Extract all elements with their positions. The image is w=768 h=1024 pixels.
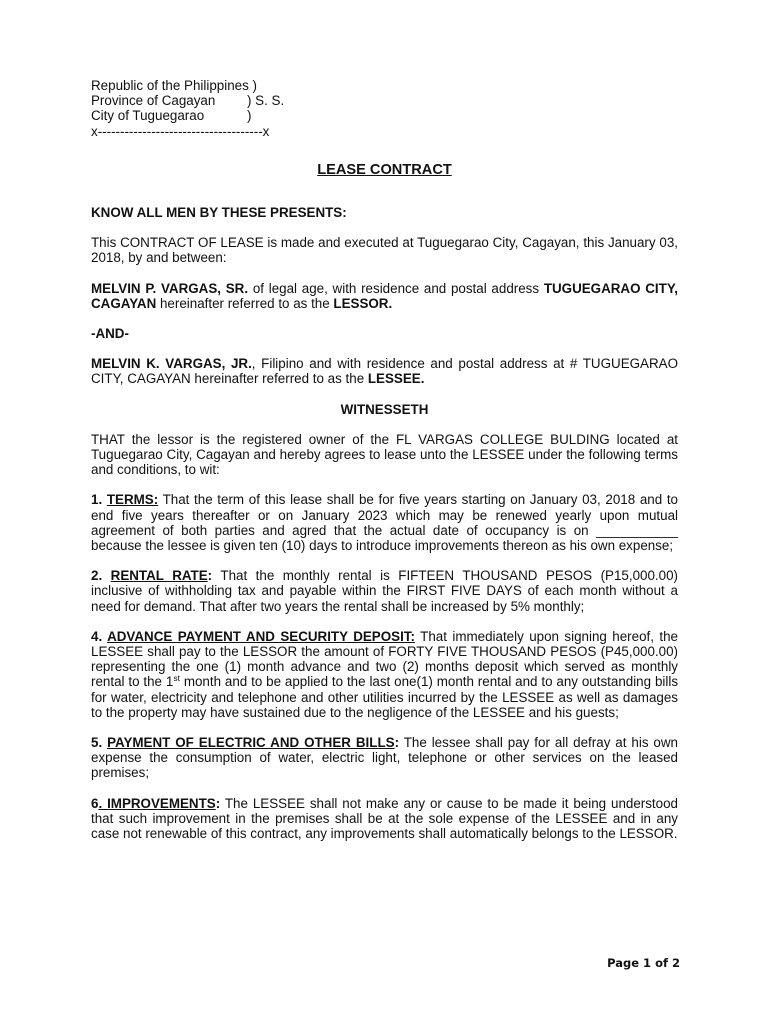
lessee-name: MELVIN K. VARGAS, JR.: [91, 356, 252, 372]
clause-advance-payment: 4. ADVANCE PAYMENT AND SECURITY DEPOSIT: That immediately upon signing hereof, the LESSEE shall pay to the LESSOR the amount of FORTY FIVE THOUSAND PESOS (P45,000.00) representing the one (1) month advance and two (2) months deposit which served as monthly rental to the 1st month and to be applied to the last one(1) month rental and to any outstanding bills for water, electricity and telephone and other utilities incurred by the LESSEE as well as damages to the property may have sustained due to the negligence of the LESSEE and his guests;: [91, 628, 679, 720]
lessee-role: LESSEE.: [367, 371, 425, 387]
caption-province: Province of Cagayan: [91, 93, 216, 109]
caption-line-3: [91, 108, 678, 123]
clause-bills: 5. PAYMENT OF ELECTRIC AND OTHER BILLS: The lessee shall pay for all defray at his own expense the consumption of water, electric light, telephone or other services on the leased premises;: [91, 735, 678, 781]
intro-heading: KNOW ALL MEN BY THESE PRESENTS:: [91, 204, 347, 220]
caption-ss: ) S. S.: [247, 93, 285, 109]
clause-terms: 1. TERMS: That the term of this lease shall be for five years starting on January 03, 2018 and to end five years thereafter or on January 2023 which may be renewed yearly upon mutual agreement of both parties and agred that the actual date of occupancy is on ___________ because the lessee is given ten (10) days to introduce improvements thereon as his own expense;: [91, 492, 678, 553]
caption-block: [91, 78, 678, 139]
document-title: LEASE CONTRACT: [317, 161, 452, 178]
clause-rental-rate: 2. RENTAL RATE: That the monthly rental is FIFTEEN THOUSAND PESOS (P15,000.00) inclusive of withholding tax and payable within the FIRST FIVE DAYS of each month without a need for demand. That after two years the rental shall be increased by 5% monthly;: [91, 568, 678, 614]
and-separator: -AND-: [91, 325, 129, 341]
clause-advance-heading: ADVANCE PAYMENT AND SECURITY DEPOSIT:: [107, 628, 415, 644]
clause-improvements-heading: . IMPROVEMENTS: [98, 795, 216, 811]
clause-improvements: 6. IMPROVEMENTS: The LESSEE shall not make any or cause to be made it being understood that such improvement in the premises shall be at the sole expense of the LESSEE and in any case not renewable of this contract, any improvements shall automatically belongs to the LESSOR.: [91, 795, 678, 842]
document-body: [91, 78, 678, 841]
lessor-role: LESSOR.: [333, 295, 393, 311]
caption-separator: x-------------------------------------x: [91, 123, 270, 139]
recital-paragraph: THAT the lessor is the registered owner of the FL VARGAS COLLEGE BULDING located at Tuguegarao City, Cagayan and hereby agrees to lease unto the LESSEE under the following terms and conditions, to wit:: [91, 431, 678, 478]
page-number: Page 1 of 2: [607, 956, 680, 970]
preamble: This CONTRACT OF LEASE is made and executed at Tuguegarao City, Cagayan, this January 03, 2018, by and between:: [91, 235, 678, 266]
caption-line-2: [91, 93, 678, 108]
caption-line-1: Republic of the Philippines ): [91, 78, 257, 93]
lessor-name: MELVIN P. VARGAS, SR.: [91, 280, 249, 296]
caption-city: City of Tuguegarao: [91, 108, 205, 124]
lessee-paragraph: MELVIN K. VARGAS, JR., Filipino and with residence and postal address at # TUGUEGARAO CITY, CAGAYAN hereinafter referred to as the LESSEE.: [91, 356, 678, 387]
clause-terms-heading: TERMS:: [106, 492, 159, 508]
lessor-address: TUGUEGARAO CITY, CAGAYAN: [91, 280, 678, 311]
clause-rental-heading: RENTAL RATE: [110, 568, 208, 584]
witnesseth-heading: WITNESSETH: [340, 401, 429, 417]
clause-bills-heading: PAYMENT OF ELECTRIC AND OTHER BILLS: [107, 735, 395, 751]
lessor-paragraph: MELVIN P. VARGAS, SR. of legal age, with residence and postal address TUGUEGARAO CITY, CAGAYAN hereinafter referred to as the LESSOR.: [91, 280, 678, 311]
caption-paren: ): [247, 108, 252, 124]
